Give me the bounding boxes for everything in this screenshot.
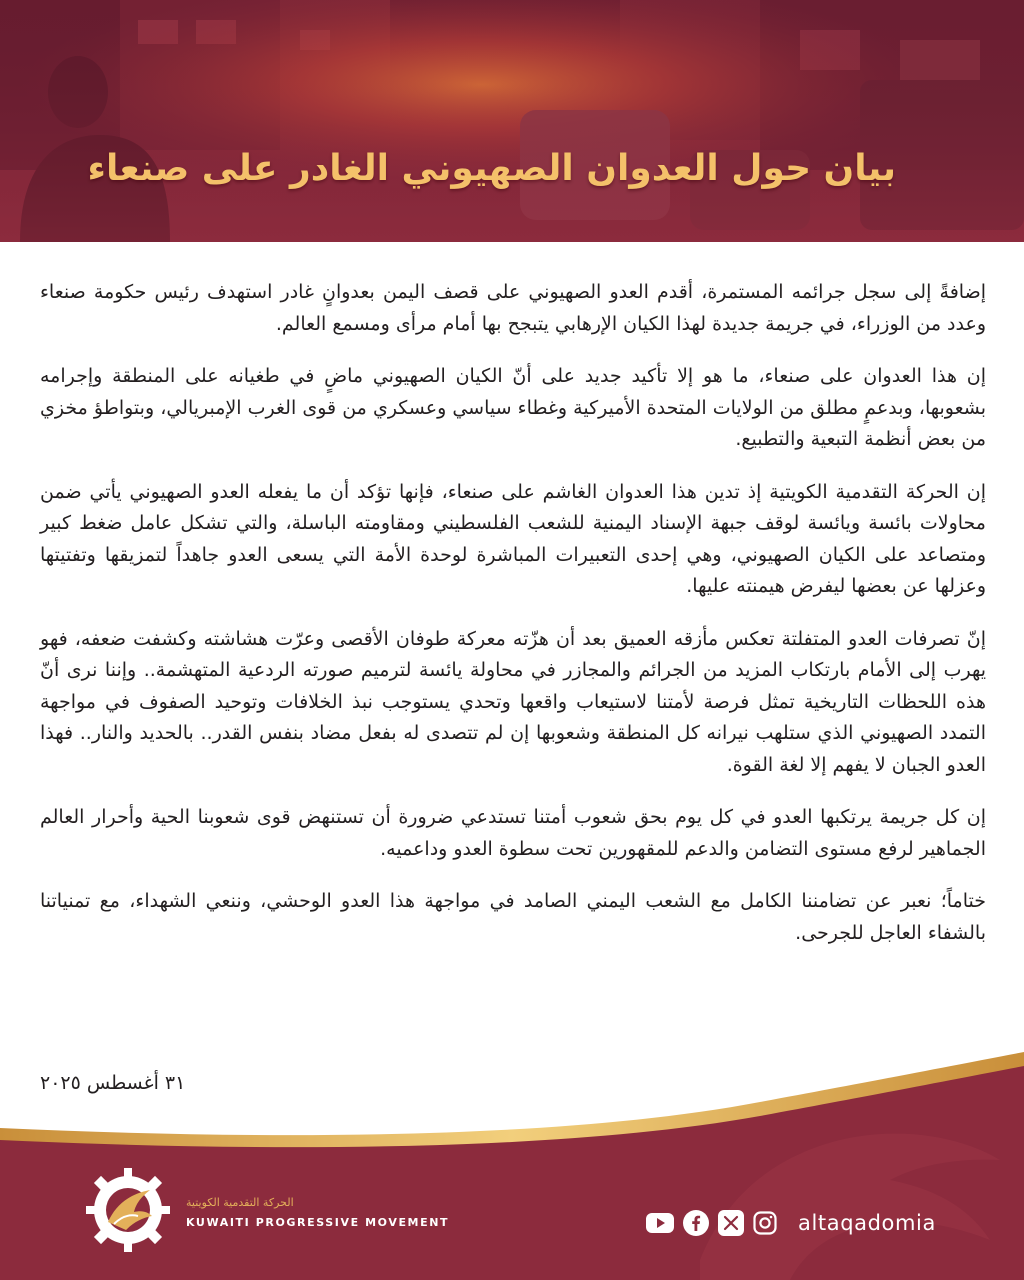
- youtube-icon[interactable]: [646, 1213, 674, 1233]
- paragraph: ختاماً؛ نعبر عن تضامننا الكامل مع الشعب اليمني الصامد في مواجهة هذا العدو الوحشي، وننعي الشهداء، مع تمنياتنا بالشفاء العاجل للجرحى.: [40, 890, 986, 944]
- x-icon[interactable]: [718, 1210, 744, 1236]
- page-title: بيان حول العدوان الصهيوني الغادر على صنعاء: [87, 148, 896, 189]
- brand-name-arabic: الحركة التقدمية الكويتية: [186, 1196, 294, 1209]
- paragraph: إن الحركة التقدمية الكويتية إذ تدين هذا العدوان الغاشم على صنعاء، فإنها تؤكد أن ما يفعله العدو الصهيوني يأتي ضمن محاولات بائسة ويائسة لوقف جبهة الإسناد اليمنية للشعب الفلسطيني ومقاومته الباسلة، والتي تشكل عامل ضغط كبير ومتصاعد على الكيان الصهيوني، وهي إحدى التعبيرات المباشرة لوحدة الأمة التي يسعى العدو جاهداً لتمزيقها وتفتيتها وعزلها عن بعضها ليفرض هيمنته عليها.: [40, 480, 986, 597]
- brand-name-english: KUWAITI PROGRESSIVE MOVEMENT: [186, 1216, 450, 1229]
- header-banner: [0, 0, 1024, 242]
- paragraph: إن هذا العدوان على صنعاء، ما هو إلا تأكيد جديد على أنّ الكيان الصهيوني ماضٍ في طغيانه على المنطقة وإجرامه بشعوبها، وبدعمٍ مطلق من الولايات المتحدة الأميركية وغطاء سياسي وعسكري من قوى الغرب الإمبريالي، وبتواطؤ مخزي من بعض أنظمة التبعية والتطبيع.: [40, 365, 986, 450]
- paragraph: إن كل جريمة يرتكبها العدو في كل يوم بحق شعوب أمتنا تستدعي ضرورة أن تستنهض قوى شعوبنا الحية وأحرار العالم الجماهير لرفع مستوى التضامن والدعم للمقهورين تحت سطوة العدو وداعميه.: [40, 806, 986, 860]
- facebook-icon[interactable]: [683, 1210, 709, 1236]
- statement-body: [40, 277, 986, 970]
- social-links: [646, 1209, 936, 1237]
- paragraph: إنّ تصرفات العدو المتفلتة تعكس مأزقه العميق بعد أن هزّته معركة طوفان الأقصى وعرّت هشاشته وكشفت ضعفه، فهو يهرب إلى الأمام بارتكاب المزيد من الجرائم والمجازر في محاولة يائسة لترميم صورته الردعية المتهشمة.. وإننا نرى أنّ هذه اللحظات التاريخية تمثل فرصة لأمتنا لاستيعاب واقعها وتحدي يستوجب نبذ الخلافات وتوحيد الصفوف في مواجهة التمدد الصهيوني الذي ستلهب نيرانه كل المنطقة وشعوبها إن لم تتصدى له بفعل مضاد بنفس القدر.. بالحديد والنار.. فهذا العدو الجبان لا يفهم إلا لغة القوة.: [40, 627, 986, 776]
- instagram-icon[interactable]: [753, 1211, 777, 1235]
- paragraph: إضافةً إلى سجل جرائمه المستمرة، أقدم العدو الصهيوني على قصف اليمن بعدوانٍ غادر استهدف رئيس حكومة صنعاء وعدد من الوزراء، في جريمة جديدة لهذا الكيان الإرهابي يتبجح بها أمام مرأى ومسمع العالم.: [40, 281, 986, 335]
- movement-logo-icon: [78, 1160, 178, 1260]
- street-photo-background: [0, 0, 1024, 242]
- social-handle[interactable]: altaqadomia: [798, 1211, 936, 1235]
- statement-date: ٣١ أغسطس ٢٠٢٥: [40, 1072, 186, 1094]
